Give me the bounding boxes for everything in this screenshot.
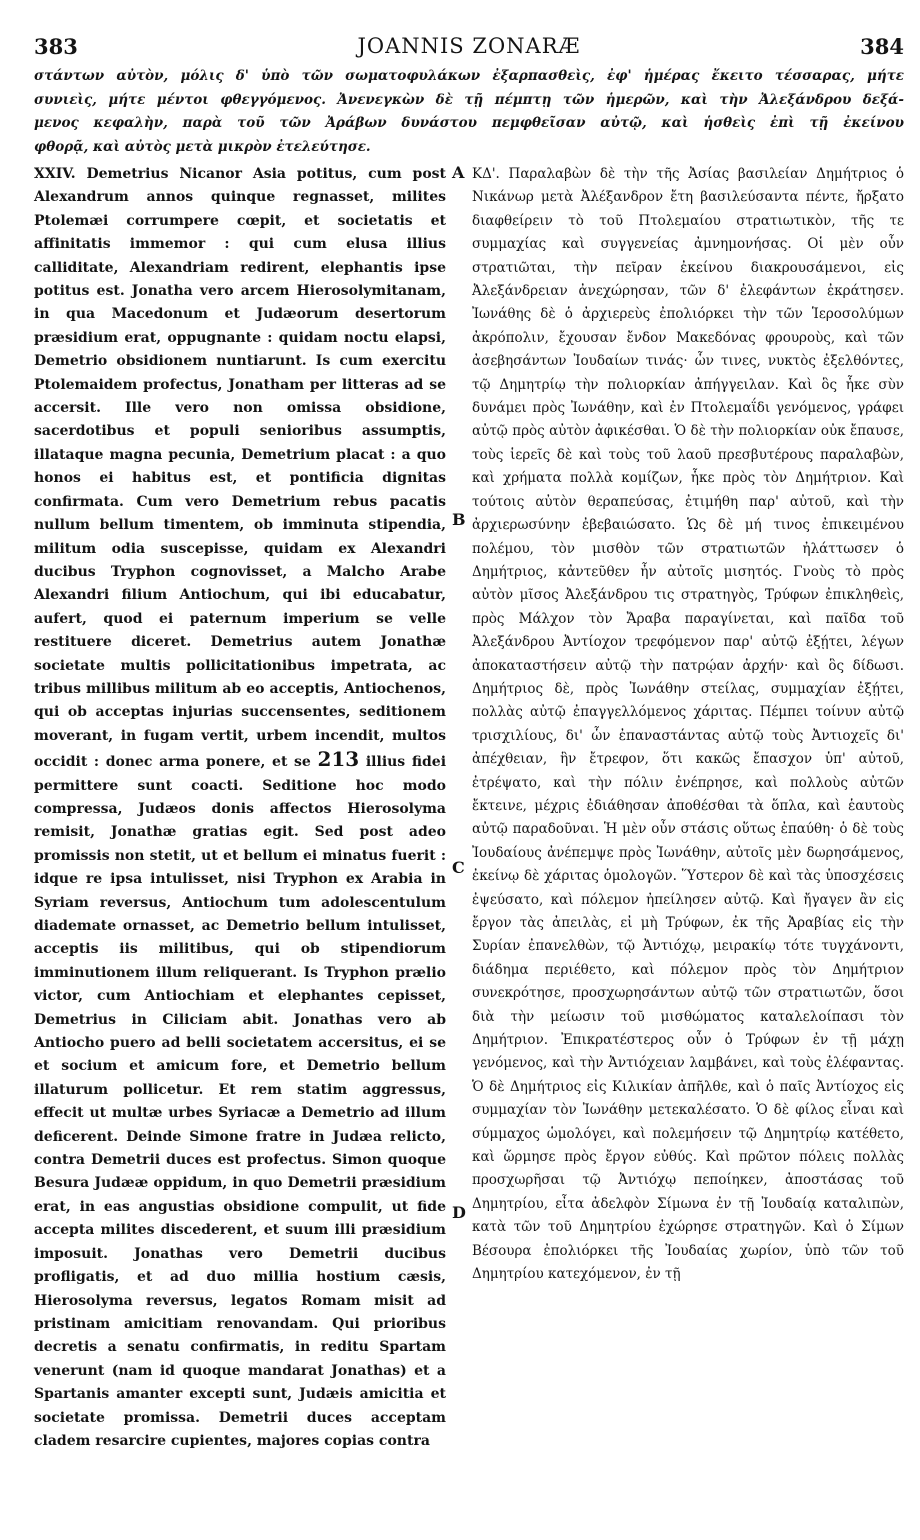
margin-marker-b: B (452, 510, 466, 529)
greek-paragraph (472, 163, 904, 1287)
greek-column (472, 163, 904, 1287)
intro-line: φθορᾷ, καὶ αὐτὸς μετὰ μικρὸν ἐτελεύτησε. (34, 138, 371, 155)
latin-text-part-2: illius fidei permittere sunt coacti. Seditione hoc modo compressa, Judæos donis affectos Hierosolyma remisit, Jonathæ gratias egit. Sed post adeo promissis non stetit, ut et bellum ei minatus fuerit : idque re ipsa intulisset, nisi Tryphon ex Arabia in Syriam reversus, Antiochum tum adolescentulum diademate ornasset, ac Demetrio bellum intulisset, acceptis iis militibus, qui ob stipendiorum imminutionem illum reliquerant. Is Tryphon prælio victor, cum Antiochiam et elephantes cepisset, Demetrius in Ciliciam abit. Jonathas vero ab Antiocho puero ad belli societatem accersitus, ei se et socium et amicum fore, et Demetrio bellum illaturum pollicetur. Et rem statim aggressus, effecit ut multæ urbes Syriacæ a Demetrio ad illum deficerent. Deinde Simone fratre in Judæa relicto, contra Demetrii duces est profectus. Simon quoque Besura Judææ oppidum, in quo Demetrii præsidium erat, in eas angustias obsidione compulit, ut fide accepta milites discederent, et suum illi præsidium imposuit. Jonathas vero Demetrii ducibus profligatis, et ad duo millia hostium cæsis, Hierosolyma reversus, legatos Romam misit ad pristinam amicitiam renovandam. Qui prioribus decretis a senatu confirmatis, in reditu Spartam venerunt (nam id quoque mandarat Jonathas) et a Spartanis amanter excepti sunt, Judæis amicitia et societate promissa. Demetrii duces acceptam cladem resarcire cupientes, majores copias contra (34, 754, 447, 1449)
intro-line: στάντων αὐτὸν, μόλις δ' ὑπὸ τῶν σωματοφυλάκων ἐξαρπασθεὶς, ἐφ' ἡμέρας ἔκειτο τέσσαρας, μήτε (34, 68, 904, 84)
column-number: 213 (317, 747, 360, 772)
intro-line: μενος κεφαλὴν, παρὰ τοῦ τῶν Ἀράβων δυνάστου πεμφθεῖσαν αὐτῷ, καὶ ἡσθεὶς ἐπὶ τῇ ἐκείνου (34, 115, 904, 131)
margin-marker-d: D (452, 1203, 466, 1222)
margin-marker-a: A (452, 163, 465, 182)
margin-marker-c: C (452, 858, 465, 877)
latin-section-number: XXIV. (34, 166, 76, 182)
intro-line: συνιεὶς, μήτε μέντοι φθεγγόμενος. Ἀνενεγκὼν δὲ τῇ πέμπτῃ τῶν ἡμερῶν, καὶ τὴν Ἀλεξάνδρου δεξά- (34, 91, 904, 108)
latin-column (34, 163, 446, 1453)
running-header (34, 34, 904, 60)
page-number-right: 384 (860, 34, 904, 59)
greek-text: Παραλαβὼν δὲ τὴν τῆς Ἀσίας βασιλείαν Δημήτριος ὁ Νικάνωρ μετὰ Ἀλέξανδρον ἔτη βασιλεύσαντα πέντε, ἤρξατο διαφθείρειν τὸ τοῦ Πτολεμαίου στρατιωτικὸν, τῆς τε συμμαχίας καὶ συγγενείας ἀμνημονήσας. Οἱ μὲν οὖν στρατιῶται, τὴν πεῖραν ἐκείνου διακρουσάμενοι, εἰς Ἀλεξάνδρειαν ἀνεχώρησαν, τῶν δ' ἐλεφάντων ἐκράτησεν. Ἰωνάθης δὲ ὁ ἀρχιερεὺς ἐπολιόρκει τὴν τῶν Ἱεροσολύμων ἀκρόπολιν, ἔχουσαν ἔνδον Μακεδόνας φρουροὺς, καὶ τῶν ἀσεβησάντων Ἰουδαίων τινάς· ὧν τινες, νυκτὸς ἐξελθόντες, τῷ Δημητρίῳ τὴν πολιορκίαν ἀπήγγειλαν. Καὶ ὃς ἧκε σὺν δυνάμει πρὸς Ἰωνάθην, καὶ ἐν Πτολεμαΐδι γενόμενος, γράφει αὐτῷ πρὸς αὐτὸν ἀφικέσθαι. Ὁ δὲ τὴν πολιορκίαν οὐκ ἔπαυσε, τοὺς ἱερεῖς δὲ καὶ τοὺς τοῦ λαοῦ πρεσβυτέρους παραλαβὼν, καὶ χρήματα πολλὰ κομίζων, ἧκε πρὸς τὸν Δημήτριον. Καὶ τούτοις αὐτὸν θεραπεύσας, ἐτιμήθη παρ' αὐτοῦ, καὶ τὴν ἀρχιερωσύνην ἐβεβαιώσατο. Ὡς δὲ μή τινος ἐπικειμένου πολέμου, τὸν μισθὸν τῶν στρατιωτῶν ἠλάττωσεν ὁ Δημήτριος, κἀντεῦθεν ἦν αὐτοῖς μισητός. Γνοὺς τὸ πρὸς αὐτὸν μῖσος Ἀλεξάνδρου τις στρατηγὸς, Τρύφων ἐπικληθεὶς, πρὸς Μάλχον τὸν Ἄραβα παραγίνεται, καὶ παῖδα τοῦ Ἀλεξάνδρου Ἀντίοχον τρεφόμενον παρ' αὐτῷ ἐξῄτει, λέγων ἀποκαταστήσειν αὐτῷ τὴν πατρῴαν ἀρχήν· καὶ ὃς δίδωσι. Δημήτριος δὲ, πρὸς Ἰωνάθην στείλας, συμμαχίαν ἐξῄτει, πολλὰς αὐτῷ ἐπαγγελλόμενος χάριτας. Πέμπει τοίνυν αὐτῷ τρισχιλίους, δι' ὧν ἐπαναστάντας αὐτῷ τοὺς Ἀντιοχεῖς δι' ἀπέχθειαν, ἣν ἔτρεφον, ὅτι κακῶς ἔπασχον ὑπ' αὐτοῦ, ἐτρέψατο, καὶ τὴν πόλιν ἐνέπρησε, καὶ πολλοὺς αὐτῶν ἔκτεινε, μέχρις ἐδιάθησαν ἀποθέσθαι τὰ ὅπλα, καὶ ἑαυτοὺς αὐτῷ παραδοῦναι. Ἡ μὲν οὖν στάσις οὕτως ἐπαύθη· ὁ δὲ τοὺς Ἰουδαίους ἀνέπεμψε πρὸς Ἰωνάθην, αὐτοῖς μὲν δωρησάμενος, ἐκείνῳ δὲ χάριτας ὁμολογῶν. Ὕστερον δὲ καὶ τὰς ὑποσχέσεις ἐψεύσατο, καὶ πόλεμον ἠπείλησεν αὐτῷ. Καὶ ἤγαγεν ἂν εἰς ἔργον τὰς ἀπειλὰς, εἰ μὴ Τρύφων, ἐκ τῆς Ἀραβίας εἰς τὴν Συρίαν ἐπανελθὼν, τῷ Ἀντιόχῳ, μειρακίῳ τότε τυγχάνοντι, διάδημα περιέθετο, καὶ πόλεμον πρὸς τὸν Δημήτριον συνεκρότησε, προσχωρησάντων αὐτῷ τῶν στρατιωτῶν, ὅσοι διὰ τὴν μείωσιν τοῦ μισθώματος καταλελοίπασι τὸν Δημήτριον. Ἐπικρατέστερος οὖν ὁ Τρύφων ἐν τῇ μάχῃ γενόμενος, καὶ τὴν Ἀντιόχειαν λαμβάνει, καὶ τοὺς ἐλέφαντας. Ὁ δὲ Δημήτριος εἰς Κιλικίαν ἀπῆλθε, καὶ ὁ παῖς Ἀντίοχος εἰς συμμαχίαν τὸν Ἰωνάθην μετεκαλέσατο. Ὁ δὲ φίλος εἶναι καὶ σύμμαχος ὡμολόγει, καὶ πολεμήσειν τῷ Δημητρίῳ κατέθετο, καὶ ὥρμησε πρὸς ἔργον εὐθύς. Καὶ πρῶτον πόλεις πολλὰς προσχωρῆσαι τῷ Ἀντιόχῳ πεποίηκεν, ἀποστάσας τοῦ Δημητρίου, εἶτα ἀδελφὸν Σίμωνα ἐν τῇ Ἰουδαίᾳ καταλιπὼν, κατὰ τῶν τοῦ Δημητρίου ἐχώρησε στρατηγῶν. Καὶ ὁ Σίμων Βέσουρα ἐπολιόρκει τῆς Ἰουδαίας χωρίον, ὑπὸ τῶν τοῦ Δημητρίου κατεχόμενον, ἐν τῇ (472, 166, 905, 1283)
page-number-left: 383 (34, 34, 78, 59)
greek-section-number: ΚΔ'. (472, 166, 500, 182)
latin-text-part-1: Demetrius Nicanor Asia potitus, cum post Alexandrum annos quinque regnasset, milites Ptolemæi corrumpere cœpit, et societatis et affinitatis immemor : qui cum elusa illius calliditate, Alexandriam redirent, elephantis ipse potitus est. Jonatha vero arcem Hierosolymitanam, in qua Macedonum et Judæorum desertorum præsidium erat, oppugnante : quidam noctu elapsi, Demetrio obsidionem nuntiarunt. Is cum exercitu Ptolemaidem profectus, Jonatham per litteras ad se accersit. Ille vero non omissa obsidione, sacerdotibus et populi senioribus assumptis, illataque magna pecunia, Demetrium placat : a quo honos ei habitus est, et pontificia dignitas confirmata. Cum vero Demetrium rebus pacatis nullum bellum timentem, ob imminuta stipendia, militum odia suscepisse, quidam ex Alexandri ducibus Tryphon cognovisset, a Malcho Arabe Alexandri filium Antiochum, qui ibi educabatur, aufert, quod ei paternum imperium se velle restituere diceret. Demetrius autem Jonathæ societate multis pollicitationibus impetrata, ac tribus millibus militum ab eo acceptis, Antiochenos, qui ob acceptas injurias succensentes, seditionem moverant, in fugam vertit, urbem incendit, multos occidit : donec arma ponere, et se (34, 166, 447, 771)
intro-greek-paragraph (34, 65, 904, 159)
running-title: JOANNIS ZONARÆ (357, 34, 581, 58)
latin-paragraph (34, 163, 446, 1453)
